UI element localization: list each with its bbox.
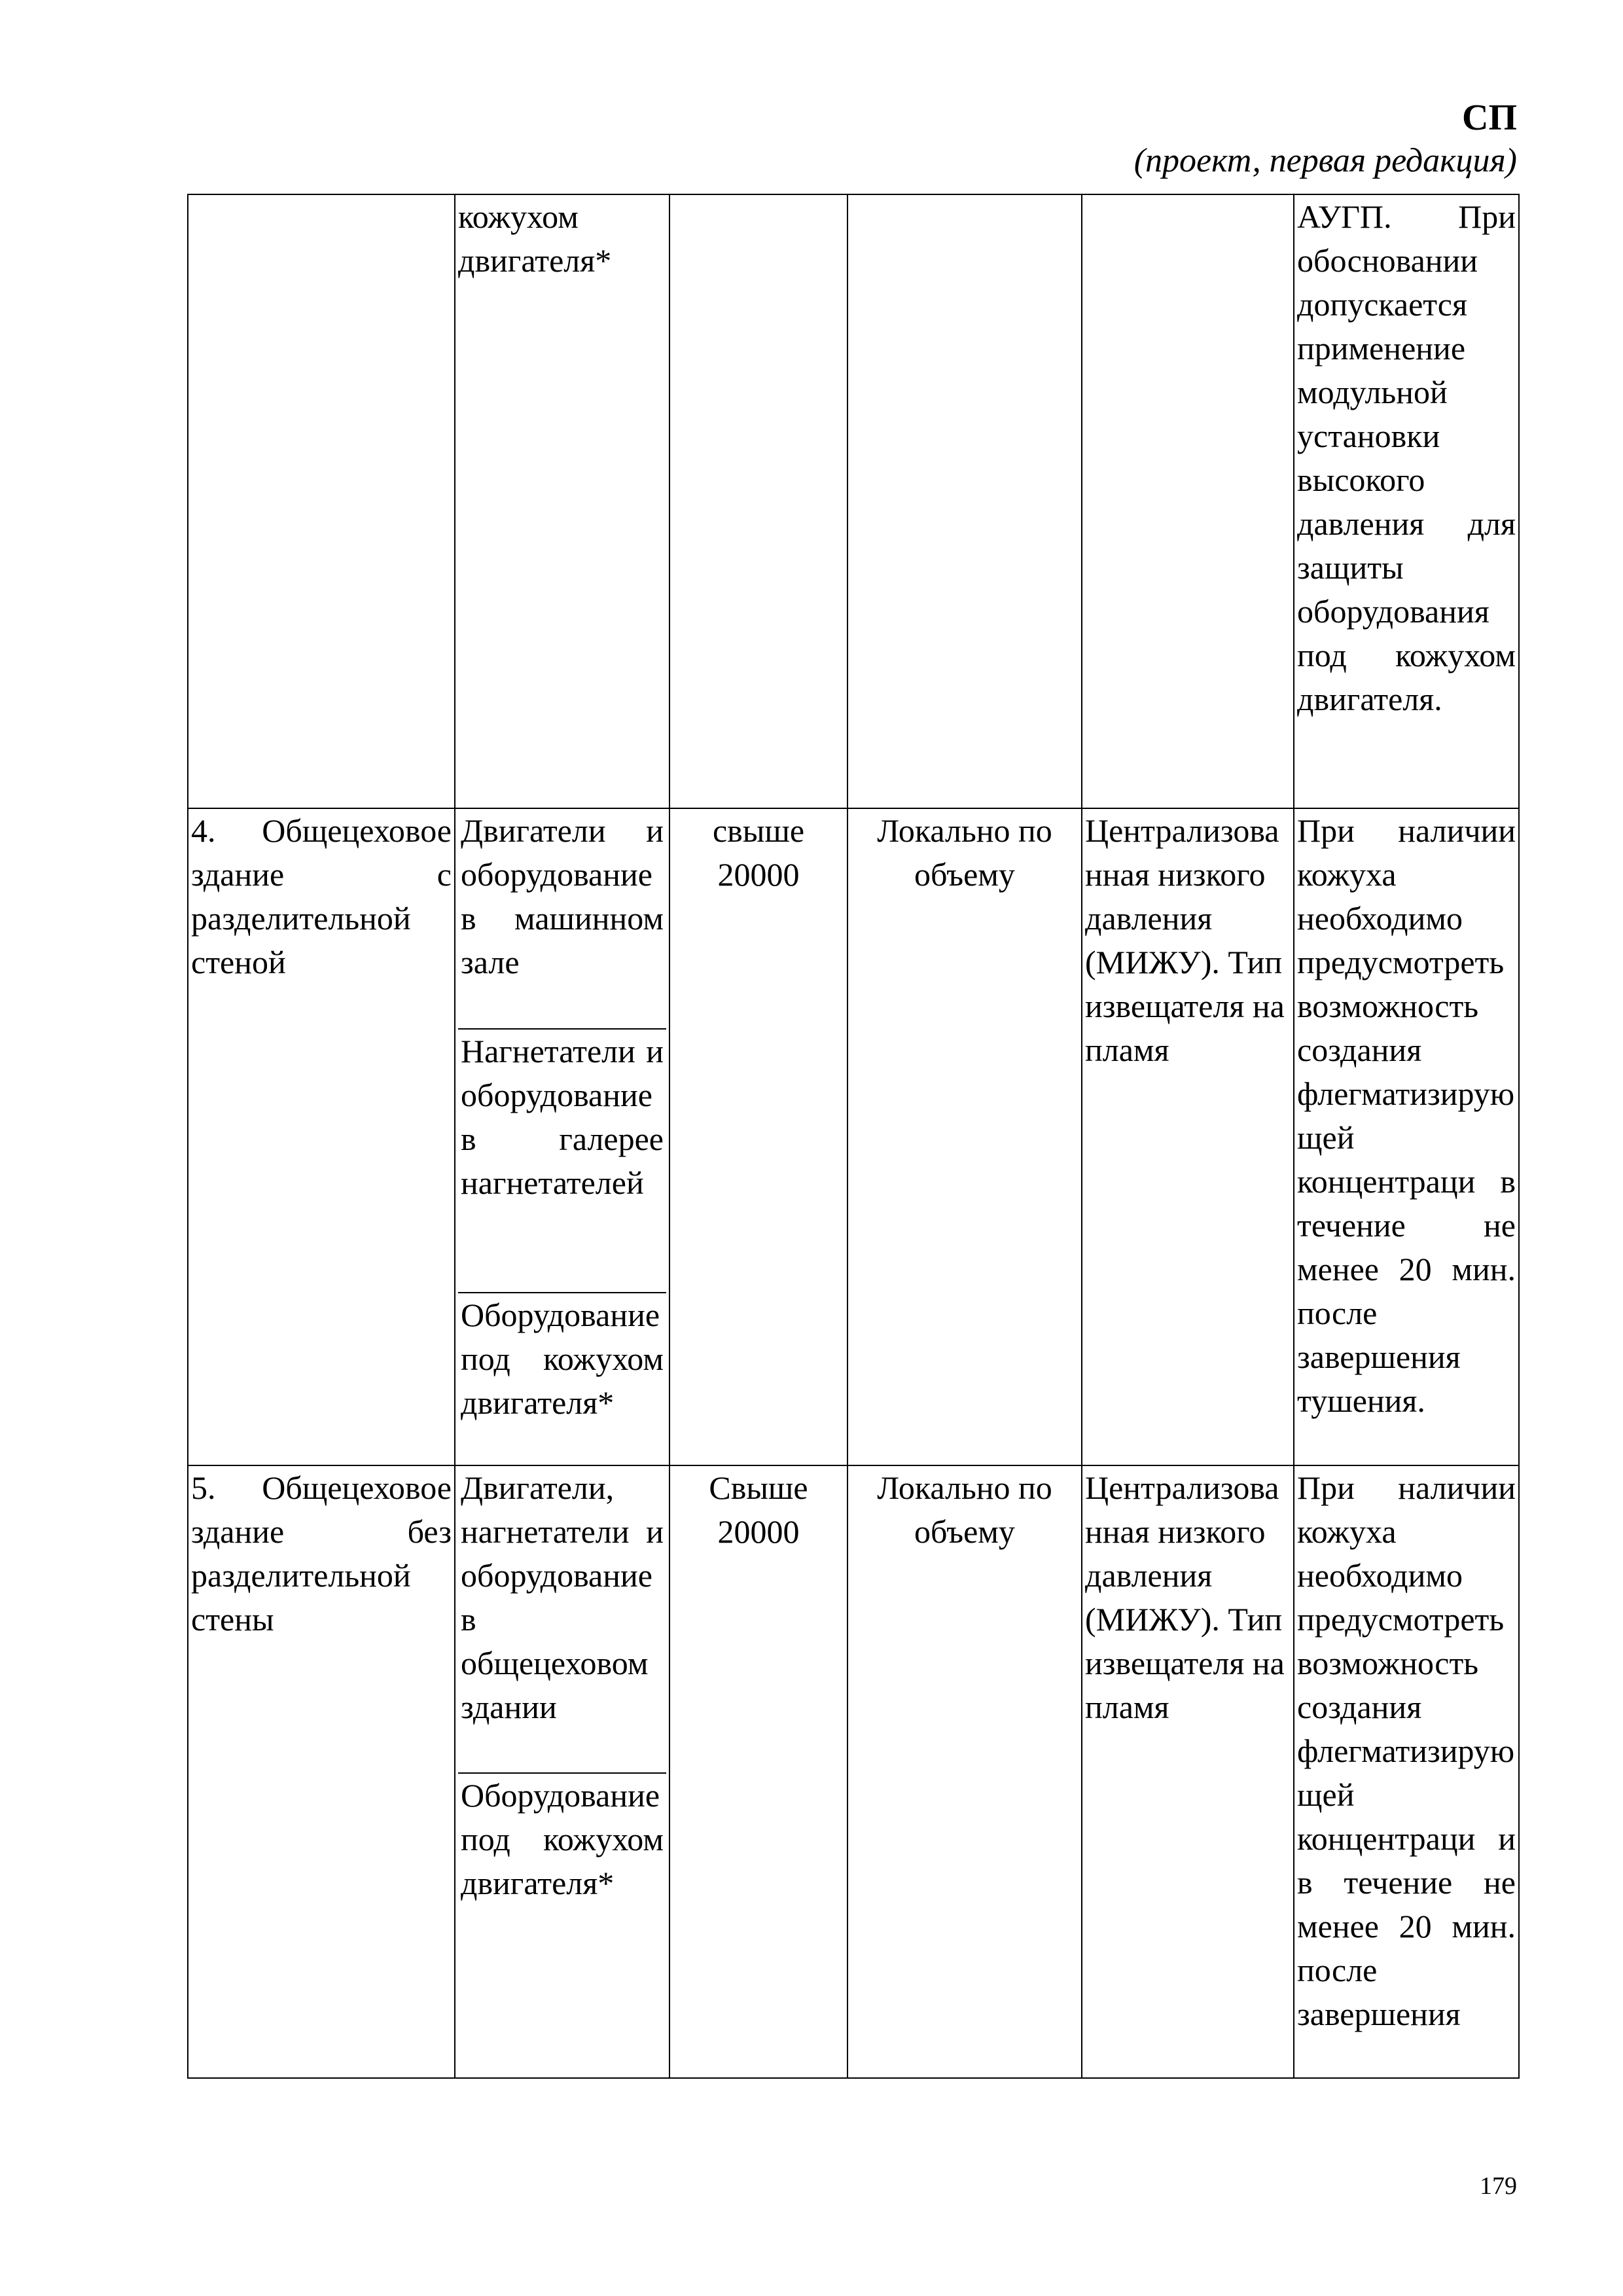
method-cell: Локально по объему: [847, 1465, 1082, 2078]
method-cell: Локально по объему: [847, 808, 1082, 1465]
table-row: [188, 808, 1519, 1465]
method-cell: [847, 194, 1082, 808]
requirements-table: [187, 194, 1520, 2079]
equipment-subcell: Двигатели и оборудование в машинном зале: [458, 809, 666, 1030]
equipment-cell: кожухом двигателя*: [455, 194, 669, 808]
note-cell: При наличии кожуха необходимо предусмотреть возможность создания флегматизирующей концентраци и в течение не менее 20 мин. после завершения: [1294, 1465, 1519, 2078]
equipment-subcell: Двигатели, нагнетатели и оборудование в общецеховом здании: [458, 1466, 666, 1774]
table-row: [188, 194, 1519, 808]
document-code: СП: [1462, 98, 1517, 138]
object-cell: [188, 194, 455, 808]
document-subtitle: (проект, первая редакция): [1133, 142, 1517, 179]
equipment-cell: [455, 1465, 669, 2078]
installation-type-cell: Централизованная низкого давления (МИЖУ). Тип извещателя на пламя: [1082, 1465, 1294, 2078]
installation-type-cell: [1082, 194, 1294, 808]
object-cell: 4. Общецеховое здание с разделительной стеной: [188, 808, 455, 1465]
equipment-subcell: Оборудование под кожухом двигателя*: [461, 1297, 664, 1421]
equipment-cell: [455, 808, 669, 1465]
object-cell: 5. Общецеховое здание без разделительной стены: [188, 1465, 455, 2078]
note-cell: АУГП. При обосновании допускается применение модульной установки высокого давления для защиты оборудования под кожухом двигателя.: [1294, 194, 1519, 808]
equipment-subcell: Нагнетатели и оборудование в галерее нагнетателей: [458, 1030, 666, 1293]
installation-type-cell: Централизованная низкого давления (МИЖУ). Тип извещателя на пламя: [1082, 808, 1294, 1465]
area-cell: свыше 20000: [669, 808, 847, 1465]
table-row: [188, 1465, 1519, 2078]
page-number: 179: [1480, 2172, 1517, 2200]
equipment-subcell: Оборудование под кожухом двигателя*: [461, 1777, 664, 1901]
note-cell: При наличии кожуха необходимо предусмотреть возможность создания флегматизирующей концентраци в течение не менее 20 мин. после завершения тушения.: [1294, 808, 1519, 1465]
area-cell: Свыше 20000: [669, 1465, 847, 2078]
area-cell: [669, 194, 847, 808]
